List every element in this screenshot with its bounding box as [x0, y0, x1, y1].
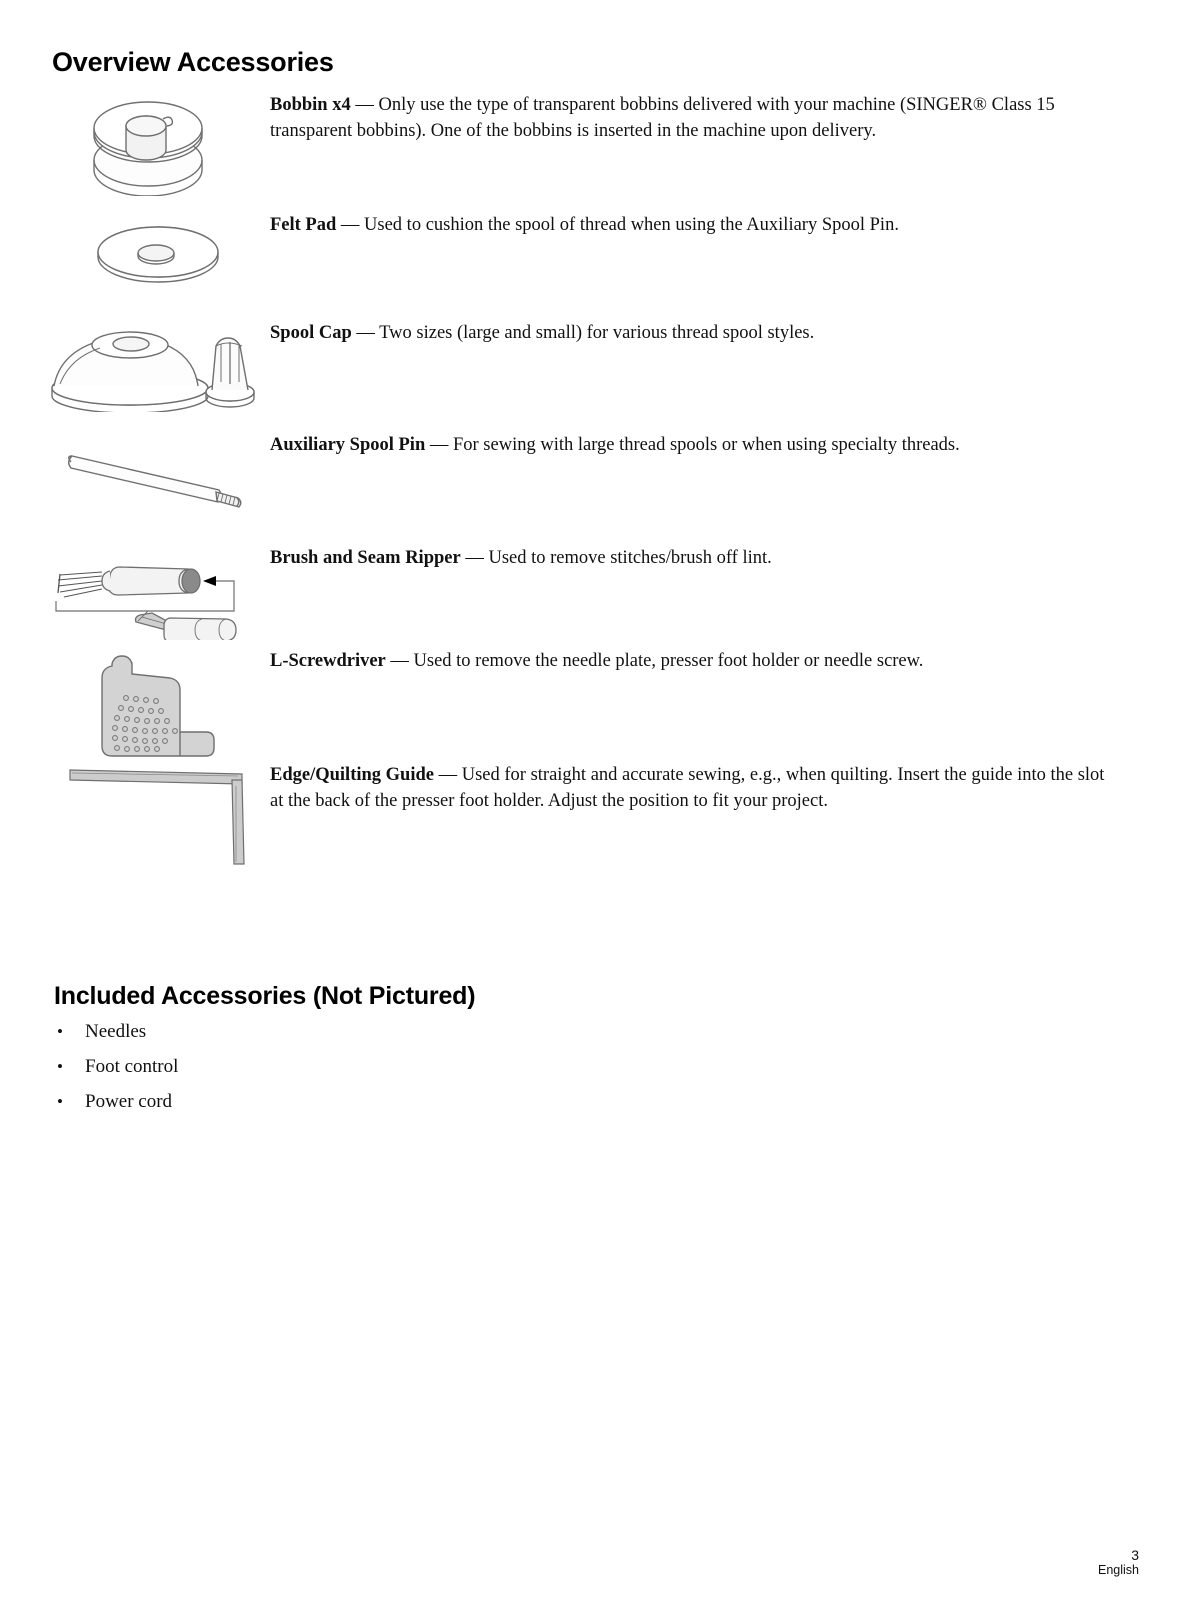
accessory-term-auxiliary-spool-pin: Auxiliary Spool Pin [270, 435, 426, 455]
list-item [52, 1014, 552, 1049]
included-accessories-list [52, 1014, 552, 1119]
page-title-included-accessories: Included Accessories (Not Pictured) [54, 982, 476, 1010]
list-item [52, 1049, 552, 1084]
page-title-overview-accessories: Overview Accessories [52, 47, 334, 77]
auxiliary-spool-pin-illustration [20, 432, 260, 518]
accessory-body-auxiliary-spool-pin: For sewing with large thread spools or when using specialty threads. [452, 435, 960, 455]
accessory-body-brush-seam-ripper: Used to remove stitches/brush off lint. [488, 548, 772, 568]
felt-pad-illustration [60, 212, 260, 298]
l-screwdriver-illustration [20, 648, 260, 760]
accessory-body-bobbin: Only use the type of transparent bobbins delivered with your machine (SINGER® Class 15 transparent bobbins). One of the bobbins is inserted in the machine upon delivery. [270, 95, 1055, 141]
page-number: 3 [1131, 1547, 1139, 1563]
accessory-description-l-screwdriver [270, 648, 1108, 674]
accessory-dash-l-screwdriver: — [385, 651, 414, 671]
accessory-description-spool-cap [270, 320, 1108, 346]
edge-quilting-guide-illustration [20, 762, 260, 872]
bullet-icon: • [57, 1092, 63, 1111]
accessory-dash-felt-pad: — [336, 215, 365, 235]
accessory-description-auxiliary-spool-pin [270, 432, 1108, 458]
list-item-label: Needles [85, 1021, 147, 1042]
accessory-description-bobbin [270, 92, 1108, 144]
accessory-term-l-screwdriver: L-Screwdriver [270, 651, 386, 671]
list-item [52, 1084, 552, 1119]
accessory-dash-brush-seam-ripper: — [460, 548, 489, 568]
accessory-description-brush-seam-ripper [270, 545, 1108, 571]
list-item-label: Foot control [85, 1056, 179, 1077]
accessory-term-edge-quilting-guide: Edge/Quilting Guide [270, 765, 434, 785]
accessory-dash-edge-quilting-guide: — [433, 765, 462, 785]
accessory-body-felt-pad: Used to cushion the spool of thread when using the Auxiliary Spool Pin. [364, 215, 899, 235]
accessory-dash-auxiliary-spool-pin: — [425, 435, 453, 455]
accessory-term-bobbin: Bobbin x4 [270, 95, 351, 115]
accessory-term-brush-seam-ripper: Brush and Seam Ripper [270, 548, 461, 568]
bullet-icon: • [57, 1022, 63, 1041]
footer-language: English [1098, 1563, 1139, 1577]
accessory-description-felt-pad [270, 212, 1108, 238]
accessory-dash-spool-cap: — [351, 323, 380, 343]
accessory-term-felt-pad: Felt Pad [270, 215, 337, 235]
accessory-description-edge-quilting-guide [270, 762, 1108, 814]
accessory-body-edge-quilting-guide: Used for straight and accurate sewing, e.g., when quilting. Insert the guide into the slot at the back of the presser foot holder. Adjust the position to fit your project. [270, 765, 1105, 811]
accessory-dash-bobbin: — [350, 95, 379, 115]
bobbin-illustration [60, 88, 260, 196]
accessory-body-spool-cap: Two sizes (large and small) for various thread spool styles. [379, 323, 815, 343]
page-footer [1098, 1547, 1139, 1578]
brush-seam-ripper-illustration [20, 545, 260, 640]
accessory-body-l-screwdriver: Used to remove the needle plate, presser foot holder or needle screw. [413, 651, 924, 671]
spool-cap-illustration [20, 312, 260, 412]
bullet-icon: • [57, 1057, 63, 1076]
list-item-label: Power cord [85, 1091, 173, 1112]
accessory-term-spool-cap: Spool Cap [270, 323, 352, 343]
